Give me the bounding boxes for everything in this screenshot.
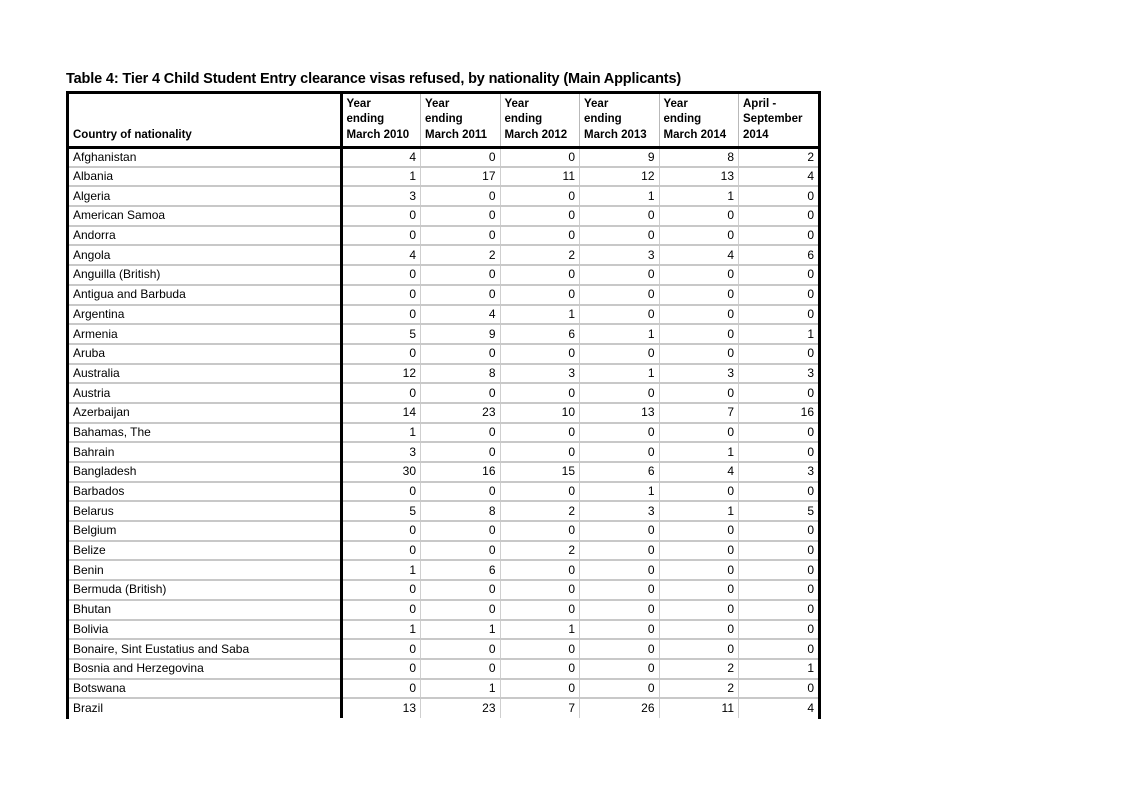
- cell-value: 1: [421, 679, 501, 699]
- cell-value: 0: [659, 580, 739, 600]
- cell-value: 3: [341, 442, 421, 462]
- table-row: [69, 639, 818, 659]
- cell-value: 0: [341, 285, 421, 305]
- cell-value: 0: [580, 521, 660, 541]
- cell-value: 1: [739, 324, 819, 344]
- cell-value: 0: [739, 186, 819, 206]
- table-container: [66, 91, 821, 719]
- page-title: Table 4: Tier 4 Child Student Entry clearance visas refused, by nationality (Main Applicants): [66, 71, 682, 87]
- cell-value: 0: [580, 285, 660, 305]
- header-line-1: Year: [346, 97, 371, 110]
- cell-value: 4: [341, 147, 421, 167]
- cell-value: 2: [500, 501, 580, 521]
- cell-country: American Samoa: [69, 206, 341, 226]
- cell-value: 4: [739, 167, 819, 187]
- cell-value: 1: [421, 620, 501, 640]
- table-row: [69, 600, 818, 620]
- cell-value: 0: [659, 305, 739, 325]
- cell-value: 7: [500, 698, 580, 718]
- table-row: [69, 324, 818, 344]
- cell-value: 4: [659, 245, 739, 265]
- table-header-row: [69, 94, 818, 147]
- table-row: [69, 541, 818, 561]
- cell-value: 1: [659, 442, 739, 462]
- cell-value: 0: [421, 423, 501, 443]
- cell-value: 0: [500, 423, 580, 443]
- cell-value: 4: [341, 245, 421, 265]
- cell-country: Azerbaijan: [69, 403, 341, 423]
- cell-country: Armenia: [69, 324, 341, 344]
- cell-country: Belarus: [69, 501, 341, 521]
- table-row: [69, 521, 818, 541]
- cell-value: 7: [659, 403, 739, 423]
- cell-value: 6: [580, 462, 660, 482]
- cell-value: 1: [500, 305, 580, 325]
- cell-value: 1: [659, 501, 739, 521]
- cell-value: 6: [421, 560, 501, 580]
- table-row: [69, 167, 818, 187]
- cell-value: 13: [580, 403, 660, 423]
- cell-country: Bangladesh: [69, 462, 341, 482]
- cell-value: 2: [659, 679, 739, 699]
- header-line-1: Year: [663, 97, 688, 110]
- cell-value: 16: [739, 403, 819, 423]
- cell-value: 6: [739, 245, 819, 265]
- cell-value: 13: [659, 167, 739, 187]
- cell-value: 0: [739, 442, 819, 462]
- cell-value: 2: [659, 659, 739, 679]
- table-row: [69, 285, 818, 305]
- table-row: [69, 265, 818, 285]
- cell-value: 0: [421, 639, 501, 659]
- table-row: [69, 482, 818, 502]
- cell-country: Bahrain: [69, 442, 341, 462]
- cell-country: Andorra: [69, 226, 341, 246]
- cell-value: 0: [500, 482, 580, 502]
- cell-value: 0: [739, 541, 819, 561]
- cell-value: 0: [500, 639, 580, 659]
- cell-country: Bosnia and Herzegovina: [69, 659, 341, 679]
- cell-country: Austria: [69, 383, 341, 403]
- cell-value: 0: [739, 383, 819, 403]
- header-line-2: ending: [504, 113, 543, 126]
- cell-value: 0: [659, 226, 739, 246]
- cell-value: 0: [500, 206, 580, 226]
- cell-value: 3: [580, 501, 660, 521]
- cell-value: 0: [341, 265, 421, 285]
- cell-value: 0: [500, 580, 580, 600]
- cell-value: 0: [421, 147, 501, 167]
- cell-value: 0: [659, 521, 739, 541]
- cell-value: 0: [341, 226, 421, 246]
- cell-value: 0: [421, 659, 501, 679]
- cell-value: 30: [341, 462, 421, 482]
- header-line-2: ending: [346, 113, 385, 126]
- cell-country: Bonaire, Sint Eustatius and Saba: [69, 639, 341, 659]
- cell-value: 1: [739, 659, 819, 679]
- table-row: [69, 462, 818, 482]
- cell-value: 1: [580, 324, 660, 344]
- cell-value: 0: [421, 580, 501, 600]
- cell-country: Afghanistan: [69, 147, 341, 167]
- header-line-3: March 2010: [346, 128, 410, 141]
- cell-value: 16: [421, 462, 501, 482]
- header-line-3: March 2014: [663, 128, 727, 141]
- cell-value: 0: [659, 600, 739, 620]
- cell-country: Bermuda (British): [69, 580, 341, 600]
- cell-value: 0: [739, 344, 819, 364]
- cell-value: 0: [500, 442, 580, 462]
- cell-value: 8: [421, 364, 501, 384]
- cell-value: 0: [500, 679, 580, 699]
- cell-value: 0: [341, 541, 421, 561]
- cell-value: 0: [580, 226, 660, 246]
- cell-value: 0: [421, 186, 501, 206]
- cell-country: Argentina: [69, 305, 341, 325]
- cell-value: 0: [580, 659, 660, 679]
- header-line-2: ending: [663, 113, 702, 126]
- cell-value: 0: [739, 265, 819, 285]
- table-row: [69, 344, 818, 364]
- header-line-3: March 2012: [504, 128, 568, 141]
- cell-value: 0: [341, 521, 421, 541]
- column-header-country: Country of nationality: [69, 94, 341, 147]
- table-row: [69, 147, 818, 167]
- cell-value: 0: [659, 265, 739, 285]
- cell-value: 0: [421, 442, 501, 462]
- cell-value: 5: [739, 501, 819, 521]
- cell-value: 8: [659, 147, 739, 167]
- cell-value: 6: [500, 324, 580, 344]
- cell-value: 1: [341, 560, 421, 580]
- cell-value: 23: [421, 403, 501, 423]
- cell-value: 0: [739, 600, 819, 620]
- cell-country: Bhutan: [69, 600, 341, 620]
- cell-value: 0: [659, 620, 739, 640]
- table-body: [69, 147, 818, 718]
- cell-value: 0: [580, 560, 660, 580]
- cell-country: Bahamas, The: [69, 423, 341, 443]
- cell-value: 0: [739, 560, 819, 580]
- cell-value: 1: [500, 620, 580, 640]
- cell-value: 1: [341, 620, 421, 640]
- table-row: [69, 679, 818, 699]
- column-header-year-ending-march-2014: [659, 94, 739, 147]
- cell-value: 5: [341, 324, 421, 344]
- cell-value: 0: [421, 344, 501, 364]
- cell-value: 0: [659, 324, 739, 344]
- header-line-3: 2014: [743, 128, 769, 141]
- table-row: [69, 560, 818, 580]
- cell-value: 11: [659, 698, 739, 718]
- cell-value: 0: [659, 560, 739, 580]
- column-header-april-september-2014: [739, 94, 819, 147]
- cell-value: 0: [500, 285, 580, 305]
- cell-value: 0: [421, 226, 501, 246]
- cell-value: 9: [421, 324, 501, 344]
- cell-value: 0: [500, 147, 580, 167]
- cell-value: 0: [739, 206, 819, 226]
- cell-value: 23: [421, 698, 501, 718]
- cell-value: 10: [500, 403, 580, 423]
- table-row: [69, 698, 818, 718]
- cell-value: 0: [580, 265, 660, 285]
- cell-value: 4: [659, 462, 739, 482]
- table-row: [69, 423, 818, 443]
- table-row: [69, 245, 818, 265]
- cell-value: 0: [739, 423, 819, 443]
- cell-value: 0: [580, 679, 660, 699]
- cell-value: 0: [500, 344, 580, 364]
- cell-value: 0: [659, 344, 739, 364]
- header-line-1: Year: [504, 97, 529, 110]
- cell-value: 0: [500, 186, 580, 206]
- cell-value: 0: [739, 482, 819, 502]
- cell-value: 0: [500, 560, 580, 580]
- cell-value: 4: [421, 305, 501, 325]
- table-row: [69, 186, 818, 206]
- cell-value: 0: [739, 521, 819, 541]
- cell-value: 0: [500, 265, 580, 285]
- cell-value: 0: [580, 423, 660, 443]
- table-header: [69, 94, 818, 147]
- cell-value: 1: [580, 186, 660, 206]
- table-row: [69, 383, 818, 403]
- table-row: [69, 364, 818, 384]
- cell-value: 0: [580, 305, 660, 325]
- column-header-year-ending-march-2011: [421, 94, 501, 147]
- cell-value: 1: [659, 186, 739, 206]
- cell-value: 0: [659, 482, 739, 502]
- cell-value: 0: [580, 206, 660, 226]
- cell-value: 3: [739, 364, 819, 384]
- cell-value: 4: [739, 698, 819, 718]
- cell-value: 0: [421, 521, 501, 541]
- cell-value: 3: [659, 364, 739, 384]
- table-row: [69, 659, 818, 679]
- cell-value: 17: [421, 167, 501, 187]
- cell-value: 2: [500, 245, 580, 265]
- column-header-year-ending-march-2010: [341, 94, 421, 147]
- cell-country: Benin: [69, 560, 341, 580]
- cell-value: 0: [341, 344, 421, 364]
- header-line-1: Year: [425, 97, 450, 110]
- table-row: [69, 580, 818, 600]
- table-row: [69, 226, 818, 246]
- cell-country: Botswana: [69, 679, 341, 699]
- cell-value: 0: [659, 383, 739, 403]
- cell-value: 1: [580, 482, 660, 502]
- cell-value: 0: [739, 679, 819, 699]
- cell-value: 12: [341, 364, 421, 384]
- cell-value: 0: [421, 265, 501, 285]
- cell-value: 3: [341, 186, 421, 206]
- header-line-1: April -: [743, 97, 777, 110]
- cell-value: 0: [341, 206, 421, 226]
- cell-value: 8: [421, 501, 501, 521]
- table-row: [69, 206, 818, 226]
- cell-value: 0: [421, 541, 501, 561]
- cell-value: 0: [739, 639, 819, 659]
- table-row: [69, 442, 818, 462]
- table-row: [69, 620, 818, 640]
- cell-value: 0: [341, 580, 421, 600]
- cell-value: 0: [580, 620, 660, 640]
- header-line-1: Year: [584, 97, 609, 110]
- cell-country: Albania: [69, 167, 341, 187]
- cell-value: 0: [500, 226, 580, 246]
- cell-value: 13: [341, 698, 421, 718]
- cell-country: Aruba: [69, 344, 341, 364]
- cell-value: 0: [580, 639, 660, 659]
- cell-country: Belgium: [69, 521, 341, 541]
- cell-value: 2: [421, 245, 501, 265]
- header-line-3: March 2011: [425, 128, 488, 141]
- cell-value: 0: [659, 285, 739, 305]
- cell-value: 3: [500, 364, 580, 384]
- cell-value: 9: [580, 147, 660, 167]
- cell-value: 0: [341, 639, 421, 659]
- cell-value: 2: [500, 541, 580, 561]
- cell-value: 0: [341, 659, 421, 679]
- cell-value: 0: [421, 285, 501, 305]
- cell-country: Anguilla (British): [69, 265, 341, 285]
- cell-country: Australia: [69, 364, 341, 384]
- cell-value: 0: [659, 206, 739, 226]
- cell-country: Brazil: [69, 698, 341, 718]
- header-line-2: September: [743, 113, 803, 126]
- cell-country: Angola: [69, 245, 341, 265]
- table-row: [69, 305, 818, 325]
- column-header-year-ending-march-2012: [500, 94, 580, 147]
- cell-value: 12: [580, 167, 660, 187]
- cell-value: 0: [421, 206, 501, 226]
- cell-value: 0: [739, 620, 819, 640]
- cell-value: 0: [580, 600, 660, 620]
- cell-value: 0: [341, 482, 421, 502]
- cell-country: Antigua and Barbuda: [69, 285, 341, 305]
- cell-value: 0: [500, 383, 580, 403]
- cell-value: 0: [421, 600, 501, 620]
- cell-value: 0: [580, 344, 660, 364]
- cell-value: 0: [659, 639, 739, 659]
- header-line-2: ending: [425, 113, 463, 126]
- cell-value: 0: [580, 580, 660, 600]
- visa-refusals-table: [69, 94, 818, 718]
- header-line-2: ending: [584, 113, 622, 126]
- cell-value: 0: [739, 580, 819, 600]
- cell-value: 0: [580, 383, 660, 403]
- cell-value: 0: [739, 226, 819, 246]
- cell-country: Algeria: [69, 186, 341, 206]
- cell-value: 3: [580, 245, 660, 265]
- cell-value: 0: [341, 383, 421, 403]
- cell-value: 0: [421, 482, 501, 502]
- cell-value: 14: [341, 403, 421, 423]
- cell-value: 0: [580, 541, 660, 561]
- cell-value: 0: [580, 442, 660, 462]
- cell-value: 5: [341, 501, 421, 521]
- cell-value: 0: [659, 423, 739, 443]
- cell-value: 11: [500, 167, 580, 187]
- cell-country: Barbados: [69, 482, 341, 502]
- cell-value: 1: [341, 167, 421, 187]
- cell-value: 26: [580, 698, 660, 718]
- cell-value: 0: [341, 679, 421, 699]
- cell-value: 0: [500, 659, 580, 679]
- cell-country: Belize: [69, 541, 341, 561]
- cell-country: Bolivia: [69, 620, 341, 640]
- header-line-3: March 2013: [584, 128, 647, 141]
- table-row: [69, 501, 818, 521]
- cell-value: 1: [580, 364, 660, 384]
- cell-value: 0: [500, 521, 580, 541]
- cell-value: 0: [421, 383, 501, 403]
- cell-value: 0: [659, 541, 739, 561]
- cell-value: 1: [341, 423, 421, 443]
- cell-value: 0: [341, 600, 421, 620]
- table-row: [69, 403, 818, 423]
- cell-value: 0: [500, 600, 580, 620]
- cell-value: 0: [341, 305, 421, 325]
- cell-value: 2: [739, 147, 819, 167]
- cell-value: 15: [500, 462, 580, 482]
- cell-value: 0: [739, 285, 819, 305]
- cell-value: 3: [739, 462, 819, 482]
- column-header-year-ending-march-2013: [580, 94, 660, 147]
- cell-value: 0: [739, 305, 819, 325]
